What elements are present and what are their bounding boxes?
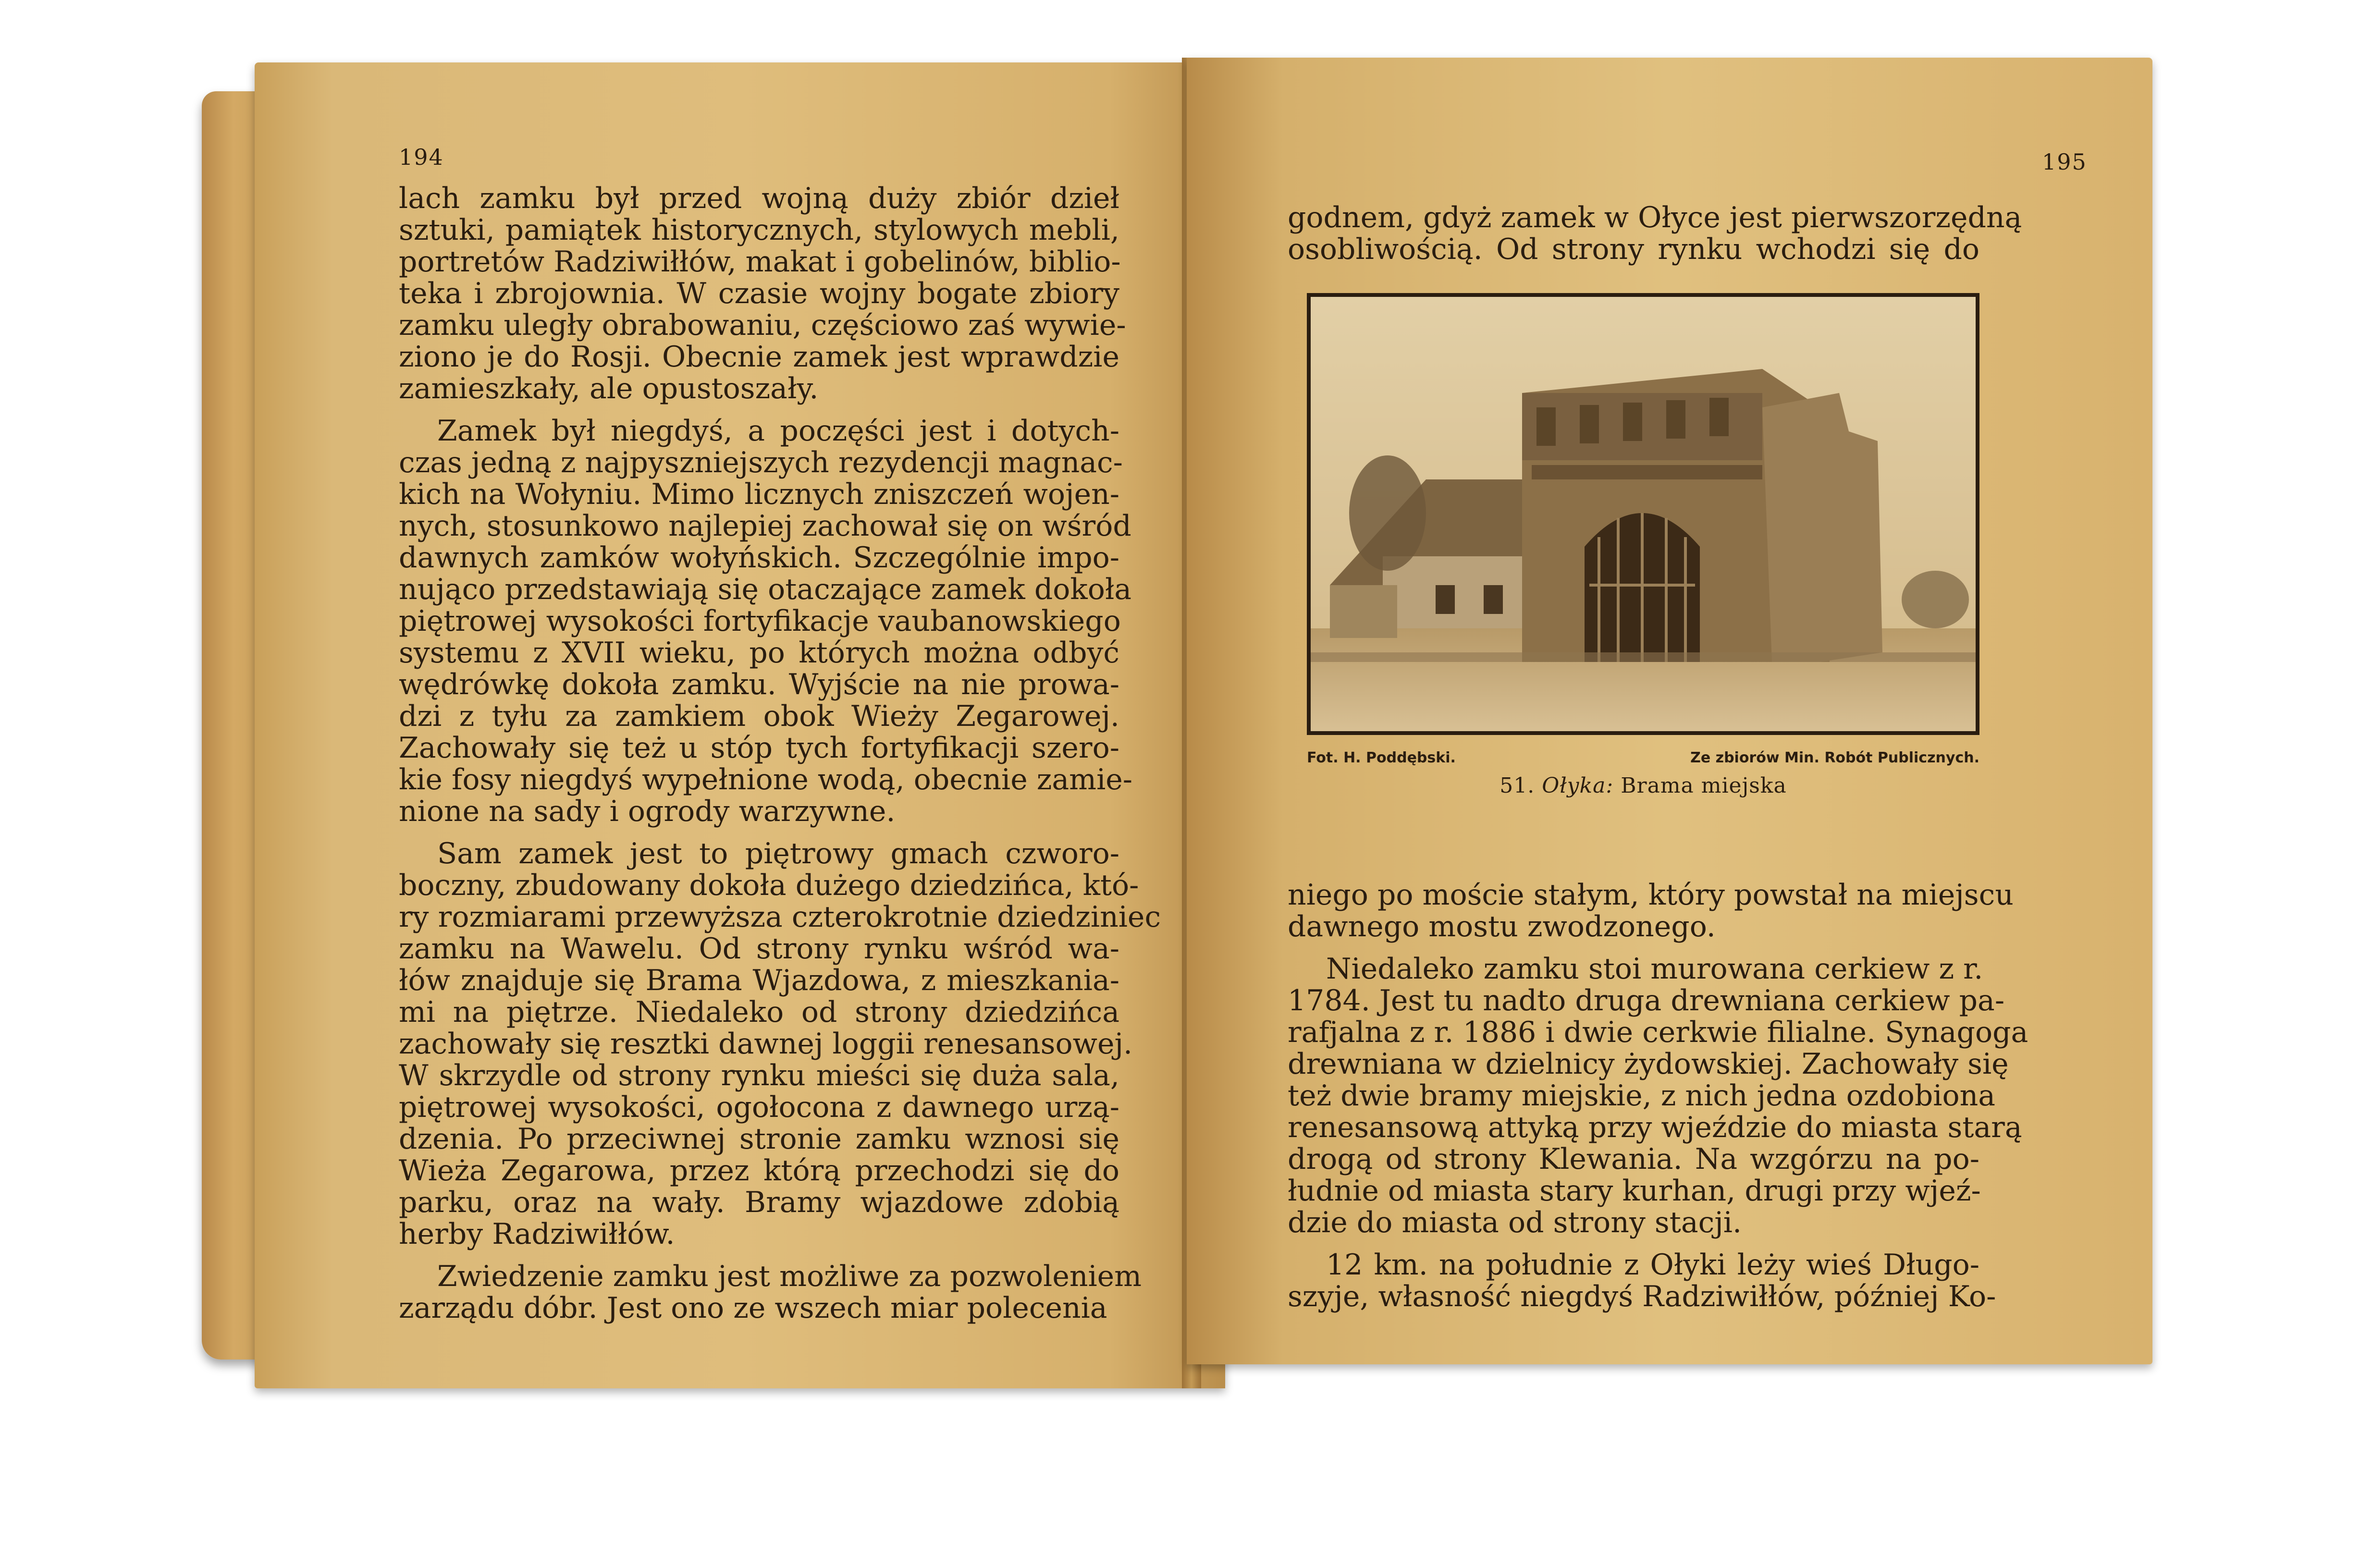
text-line: Zachowały się też u stóp tych fortyfikacji szero- [399, 731, 1119, 765]
text-line: piętrowej wysokości fortyfikacje vaubanowskiego [399, 604, 1121, 638]
text-line: łów znajduje się Brama Wjazdowa, z mieszkania- [399, 964, 1119, 997]
text-line: nione na sady i ogrody warzywne. [399, 795, 896, 828]
photo-credit-source: Ze zbiorów Min. Robót Publicznych. [1690, 749, 1979, 766]
page-number-right: 195 [2042, 149, 2087, 175]
text-line: Zamek był niegdyś, a poczęści jest i dotych- [437, 414, 1119, 448]
text-line: piętrowej wysokości, ogołocona z dawnego urzą- [399, 1090, 1119, 1124]
photo-credit-author: Fot. H. Poddębski. [1307, 749, 1456, 766]
text-line: czas jedną z najpyszniejszych rezydencji magnac- [399, 446, 1123, 479]
text-line: drewniana w dzielnicy żydowskiej. Zachowały się [1288, 1047, 2009, 1081]
text-line: nująco przedstawiają się otaczające zamek dokoła [399, 573, 1132, 606]
left-page-text [399, 182, 1161, 1325]
photo-town-gate [1307, 293, 1979, 735]
text-line: też dwie bramy miejskie, z nich jedna ozdobiona [1288, 1079, 1995, 1113]
text-line: 1784. Jest tu nadto druga drewniana cerkiew pa- [1288, 984, 2005, 1017]
text-line: zamieszkały, ale opustoszały. [399, 372, 819, 405]
text-line: zamku na Wawelu. Od strony rynku wśród wa- [399, 932, 1119, 966]
text-line: boczny, zbudowany dokoła dużego dziedzińca, któ- [399, 869, 1139, 902]
text-line: zarządu dóbr. Jest ono ze wszech miar polecenia [399, 1291, 1107, 1325]
text-line: mi na piętrze. Niedaleko od strony dziedzińca [399, 995, 1119, 1029]
text-line: szyje, własność niegdyś Radziwiłłów, później Ko- [1288, 1280, 1996, 1313]
page-number-left: 194 [399, 144, 444, 170]
right-page-top-text [1288, 201, 2022, 266]
text-line: łudnie od miasta stary kurhan, drugi przy wjeź- [1288, 1174, 1981, 1208]
text-line: 12 km. na południe z Ołyki leży wieś Długo- [1326, 1248, 1979, 1282]
text-line: parku, oraz na wały. Bramy wjazdowe zdobią [399, 1186, 1119, 1219]
text-line: osobliwością. Od strony rynku wchodzi się do [1288, 233, 1979, 266]
text-line: Sam zamek jest to piętrowy gmach czworo- [437, 837, 1119, 870]
text-line: kich na Wołyniu. Mimo licznych zniszczeń wojen- [399, 478, 1119, 511]
text-line: lach zamku był przed wojną duży zbiór dzieł [399, 182, 1119, 215]
text-line: portretów Radziwiłłów, makat i gobelinów, biblio- [399, 245, 1121, 279]
text-line: Niedaleko zamku stoi murowana cerkiew z r. [1326, 952, 1983, 986]
caption-place: Ołyka: [1542, 773, 1614, 798]
text-line: Zwiedzenie zamku jest możliwe za pozwoleniem [437, 1260, 1142, 1293]
text-line: zachowały się resztki dawnej loggii renesansowej. [399, 1027, 1133, 1061]
text-line: herby Radziwiłłów. [399, 1217, 675, 1251]
text-line: Wieża Zegarowa, przez którą przechodzi się do [399, 1154, 1119, 1188]
text-line: ziono je do Rosji. Obecnie zamek jest wprawdzie [399, 340, 1119, 374]
left-page [255, 62, 1225, 1388]
text-line: zamku uległy obrabowaniu, częściowo zaś wywie- [399, 308, 1126, 342]
text-line: systemu z XVII wieku, po których można odbyć [399, 636, 1119, 670]
text-line: rafjalna z r. 1886 i dwie cerkwie filialne. Synagoga [1288, 1016, 2028, 1049]
photo-credits [1307, 749, 1979, 766]
text-line: dawnych zamków wołyńskich. Szczególnie impo- [399, 541, 1119, 575]
open-book [202, 58, 2172, 1393]
text-line: dzie do miasta od strony stacji. [1288, 1206, 1742, 1239]
text-line: dzenia. Po przeciwnej stronie zamku wznosi się [399, 1122, 1119, 1156]
text-line: dzi z tyłu za zamkiem obok Wieży Zegarowej. [399, 699, 1119, 733]
text-line: renesansową attyką przy wjeździe do miasta starą [1288, 1111, 2022, 1144]
text-line: wędrówkę dokoła zamku. Wyjście na nie prowa- [399, 668, 1119, 701]
caption-number: 51. [1500, 773, 1535, 798]
photo-caption [1307, 773, 1979, 798]
text-line: niego po moście stałym, który powstał na miejscu [1288, 878, 2014, 912]
text-line: sztuki, pamiątek historycznych, stylowych mebli, [399, 213, 1119, 247]
text-line: dawnego mostu zwodzonego. [1288, 910, 1716, 943]
text-line: ry rozmiarami przewyższa czterokrotnie dziedziniec [399, 900, 1161, 934]
right-page [1187, 58, 2152, 1364]
text-line: W skrzydle od strony rynku mieści się duża sala, [399, 1059, 1119, 1092]
text-line: teka i zbrojownia. W czasie wojny bogate zbiory [399, 277, 1119, 310]
caption-text: Brama miejska [1621, 773, 1787, 798]
text-line: kie fosy niegdyś wypełnione wodą, obecnie zamie- [399, 763, 1133, 796]
text-line: godnem, gdyż zamek w Ołyce jest pierwszorzędną [1288, 201, 2022, 234]
text-line: drogą od strony Klewania. Na wzgórzu na po- [1288, 1142, 1979, 1176]
right-page-bottom-text [1288, 878, 2028, 1313]
text-line: nych, stosunkowo najlepiej zachował się on wśród [399, 509, 1131, 543]
